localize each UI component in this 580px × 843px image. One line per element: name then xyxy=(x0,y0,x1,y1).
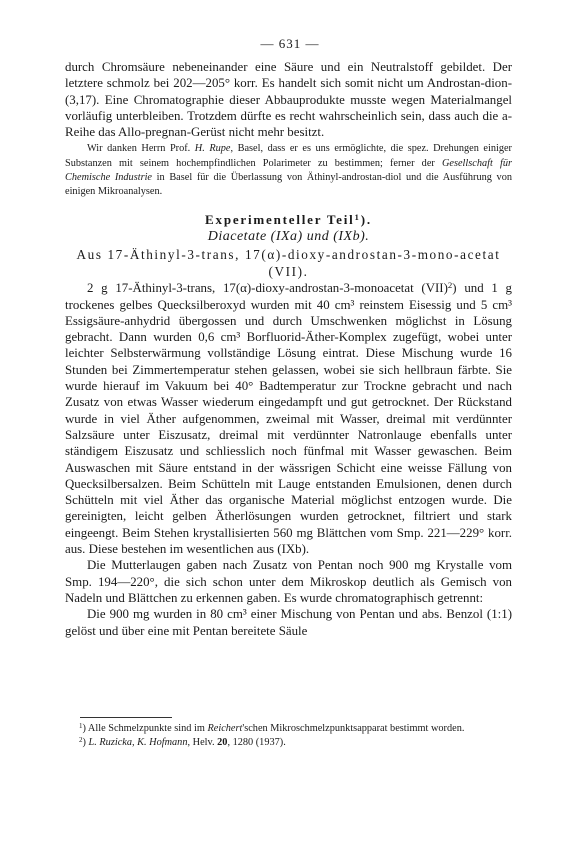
paragraph-mother-liquors: Die Mutterlaugen gaben nach Zusatz von Pentan noch 900 mg Krystalle vom Smp. 194—220°, die sich schon unter dem Mikroskop deutlich als Gemisch von Nadeln und Blättchen zu erkennen gaben. Es wurde chromatographisch getrennt: xyxy=(65,558,512,605)
section-heading: Experimenteller Teil$^1$). xyxy=(205,212,372,228)
footnote-authors: L. Ruzicka, K. Hofmann xyxy=(88,736,188,748)
footnote-2: $^2$) L. Ruzicka, K. Hofmann, Helv. 20, 1280 (1937). xyxy=(79,735,286,748)
acknowledged-person: H. Rupe xyxy=(194,143,231,155)
footnotes xyxy=(65,722,512,750)
subsection-heading: Diacetate (IXa) und (IXb). xyxy=(207,229,370,245)
page-number: — 631 — xyxy=(260,36,320,51)
paragraph-procedure: 2 g 17-Äthinyl-3-trans, 17(α)-dioxy-androstan-3-monoacetat (VII)$^2$) und 1 g trockenes gelbes Quecksilberoxyd wurden mit 40 cm³ reinstem Eisessig und 5 cm³ Essigsäure-anhydrid übergossen und durch Umschwenken möglichst in Lösung gebracht. Dann wurden 0,6 cm³ Borfluorid-Äther-Komplex zugefügt, wobei unter leichter Selbsterwärmung vollständige Lösung eintrat. Diese Mischung wurde 16 Stunden bei Zimmertemperatur stehen gelassen, wobei sie sich hellbraun färbte. Sie wurde hierauf im Vakuum bei 40° Badtemperatur zur Trockne gebracht und nach Zusatz von etwas Wasser wiederum eingedampft und gut getrocknet. Der Rückstand wurde in viel Äther aufgenommen, zweimal mit Wasser, dreimal mit verdünnter Salzsäure unter Eiszusatz, dreimal mit verdünnter Natronlauge ebenfalls unter ständigem Eiszusatz und schliesslich noch fünfmal mit Wasser gewaschen. Beim Auswaschen mit Säure entstand in der wässrigen Schicht eine weisse Fällung von Quecksilbersalzen. Beim Schütteln mit Lauge entstanden Emulsionen, denen durch Schütteln mit viel Äther das organische Material möglichst entzogen wurde. Die gereinigten, leicht gelben Ätherlösungen wurden getrocknet, filtriert und stark eingeengt. Beim Stehen krystallisierten 560 mg Blättchen vom Smp. 221—229° korr. aus. Diese bestehen im wesentlichen aus (IXb). xyxy=(65,280,512,557)
footnote-ref-1: 1 xyxy=(354,212,361,223)
acknowledged-company: Gesellschaft für Chemische Industrie xyxy=(65,157,512,183)
compound-heading: Aus 17-Äthinyl-3-trans, 17(α)-dioxy-androstan-3-mono-acetat (VII). xyxy=(76,247,501,280)
footnote-volume: 20 xyxy=(217,736,228,748)
footnote-ref-2: 2 xyxy=(447,280,453,291)
paragraph-chromic-acid: durch Chromsäure nebeneinander eine Säure und ein Neutralstoff gebildet. Der letztere schmolz bei 202—205° korr. Es handelt sich somit nicht um Androstan-dion-(3,17). Eine Chromatographie dieser Abbauprodukte musste wegen Materialmangel vorläufig unterbleiben. Trotzdem dürfte es recht wahrscheinlich sein, dass auch die a-Reihe das Allo-pregnan-Gerüst nicht mehr besitzt. xyxy=(65,60,512,140)
acknowledgement: Wir danken Herrn Prof. H. Rupe, Basel, dass er es uns ermöglichte, die spez. Drehungen einiger Substanzen mit seinem hochempfindlichen Polarimeter zu bestimmen; ferner der Gesellschaft für Chemische Industrie in Basel für die Überlassung von Äthinyl-androstan-diol und die Ausführung von einigen Mikroanalysen. xyxy=(65,143,512,198)
paragraph-chromatography: Die 900 mg wurden in 80 cm³ einer Mischung von Pentan und abs. Benzol (1:1) gelöst und über eine mit Pentan bereitete Säule xyxy=(65,607,512,638)
footnote-divider xyxy=(80,717,172,718)
footnote-1: $^1$) Alle Schmelzpunkte sind im Reichert'schen Mikroschmelzpunktsapparat bestimmt worden. xyxy=(79,721,465,734)
body-column xyxy=(65,59,512,639)
